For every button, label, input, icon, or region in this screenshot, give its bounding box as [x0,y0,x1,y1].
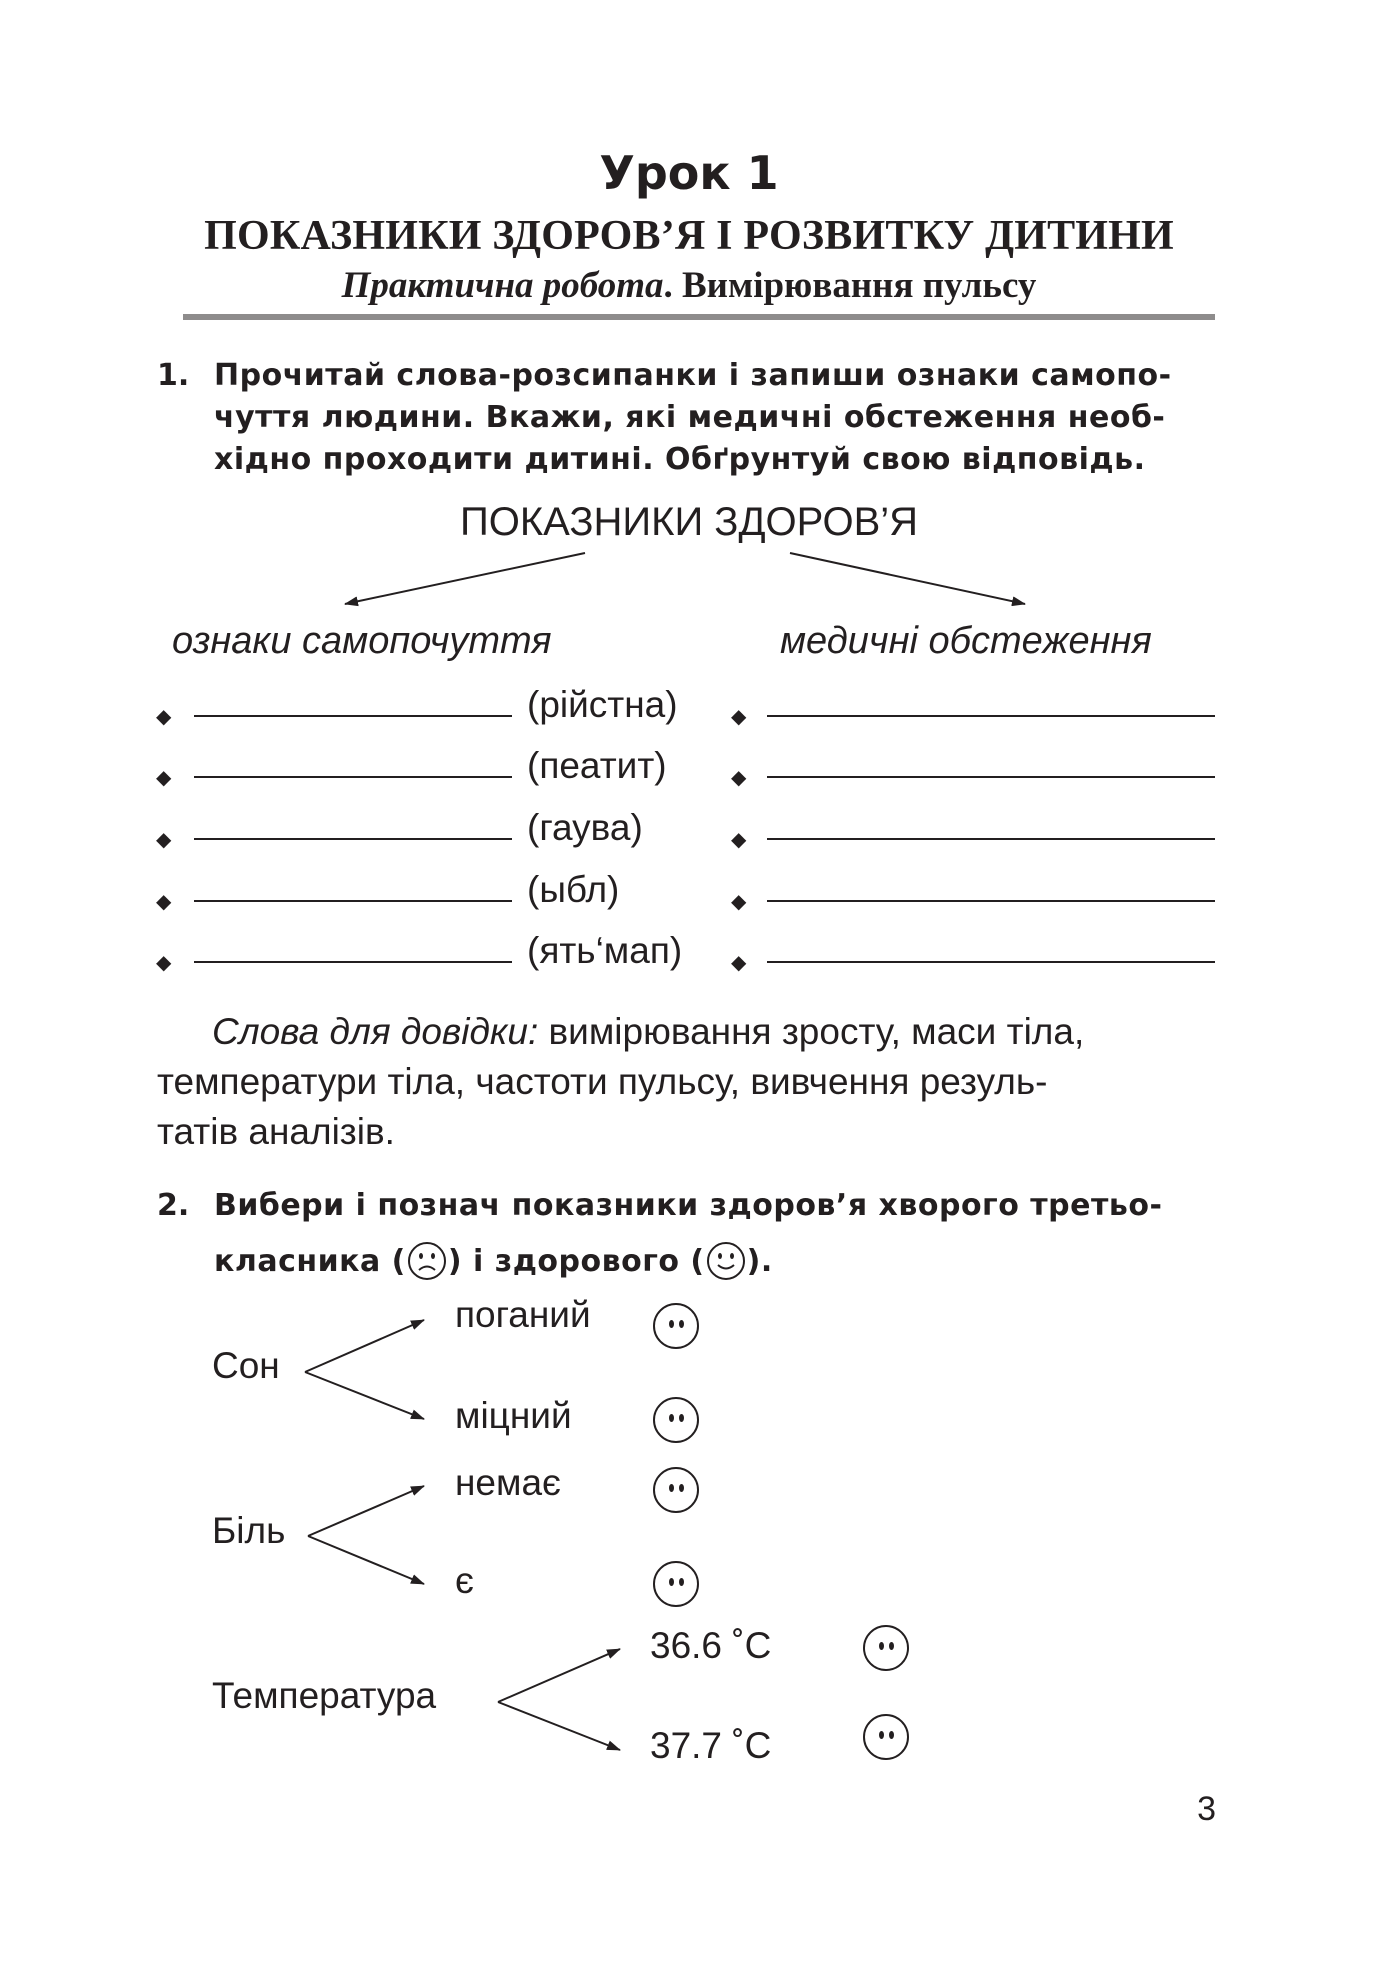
scrambled-word: (ыбл) [527,869,620,910]
option-label: 36.6 ˚С [650,1625,772,1666]
arrow-sleep-down [305,1372,424,1419]
task2-text-b: ) і здорового ( [447,1243,705,1279]
bullet-diamond-icon: ◆ [156,829,172,851]
option-label: є [455,1560,474,1601]
sad-face-icon [406,1240,448,1282]
option-label: немає [455,1462,561,1503]
bullet-diamond-icon: ◆ [731,891,747,913]
task1-line-3: хідно проходити дитині. Обґрунтуй свою відповідь. [214,442,1146,477]
face-checkbox-icon[interactable] [653,1397,699,1443]
reference-line-1 [212,1011,1215,1053]
header-divider [183,314,1215,320]
page-number: 3 [1197,1790,1216,1828]
answer-blank-right[interactable] [767,900,1215,902]
reference-line-2: температури тіла, частоти пульсу, вивчення резуль- [157,1061,1048,1102]
task1-line-2: чуття людини. Вкажи, які медичні обстеження необ- [214,400,1166,435]
arrow-to-right-heading [790,553,1025,604]
option-label: міцний [455,1395,572,1436]
answer-blank-left[interactable] [194,961,512,963]
face-checkbox-icon[interactable] [863,1714,909,1760]
happy-face-icon [705,1240,747,1282]
face-checkbox-icon[interactable] [653,1561,699,1607]
bullet-diamond-icon: ◆ [156,767,172,789]
task2-number: 2. [157,1188,190,1223]
answer-blank-left[interactable] [194,776,512,778]
subtitle [0,264,1378,307]
arrow-temp-down [498,1702,620,1750]
reference-text-1: вимірювання зросту, маси тіла, [538,1011,1085,1052]
lesson-title: Урок 1 [599,146,779,200]
face-checkbox-icon[interactable] [653,1303,699,1349]
task1-number: 1. [157,358,190,393]
face-checkbox-icon[interactable] [863,1625,909,1671]
arrow-temp-up [498,1649,620,1702]
subtitle-italic: Практична робота [341,265,664,306]
option-label: 37.7 ˚С [650,1725,772,1766]
task2-line-1: Вибери і познач показники здоров’я хворого третьо- [214,1188,1163,1223]
group-label-sleep: Сон [212,1345,280,1386]
right-column-heading: медичні обстеження [780,620,1152,662]
subtitle-rest: . Вимірювання пульсу [663,265,1037,306]
scrambled-word: (гаува) [527,807,643,848]
bullet-diamond-icon: ◆ [156,891,172,913]
scrambled-word: (пеатит) [527,745,667,786]
group-label-pain: Біль [212,1510,286,1551]
diagram-title: ПОКАЗНИКИ ЗДОРОВ’Я [459,500,919,544]
face-checkbox-icon[interactable] [653,1467,699,1513]
option-label: поганий [455,1294,591,1335]
arrow-sleep-up [305,1320,424,1372]
bullet-diamond-icon: ◆ [731,767,747,789]
answer-blank-left[interactable] [194,715,512,717]
answer-blank-right[interactable] [767,961,1215,963]
answer-blank-right[interactable] [767,776,1215,778]
left-column-heading: ознаки самопочуття [172,620,552,662]
answer-blank-right[interactable] [767,715,1215,717]
reference-label: Слова для довідки: [212,1011,539,1052]
topic-title: ПОКАЗНИКИ ЗДОРОВ’Я І РОЗВИТКУ ДИТИНИ [204,213,1174,259]
bullet-diamond-icon: ◆ [731,829,747,851]
arrow-to-left-heading [345,553,585,604]
reference-line-3: татів аналізів. [157,1111,395,1152]
arrow-pain-up [308,1486,424,1536]
answer-blank-left[interactable] [194,900,512,902]
group-label-temperature: Температура [212,1675,437,1716]
bullet-diamond-icon: ◆ [156,952,172,974]
task2-text-c: ). [746,1243,773,1279]
task2-line-2 [214,1240,773,1282]
task2-text-a: класника ( [214,1243,406,1279]
task1-line-1: Прочитай слова-розсипанки і запиши ознаки самопо- [214,358,1172,393]
bullet-diamond-icon: ◆ [731,952,747,974]
scrambled-word: (рійстна) [527,684,678,725]
answer-blank-right[interactable] [767,838,1215,840]
bullet-diamond-icon: ◆ [156,706,172,728]
answer-blank-left[interactable] [194,838,512,840]
bullet-diamond-icon: ◆ [731,706,747,728]
scrambled-word: (ять‘мап) [527,930,683,971]
arrow-pain-down [308,1536,424,1584]
